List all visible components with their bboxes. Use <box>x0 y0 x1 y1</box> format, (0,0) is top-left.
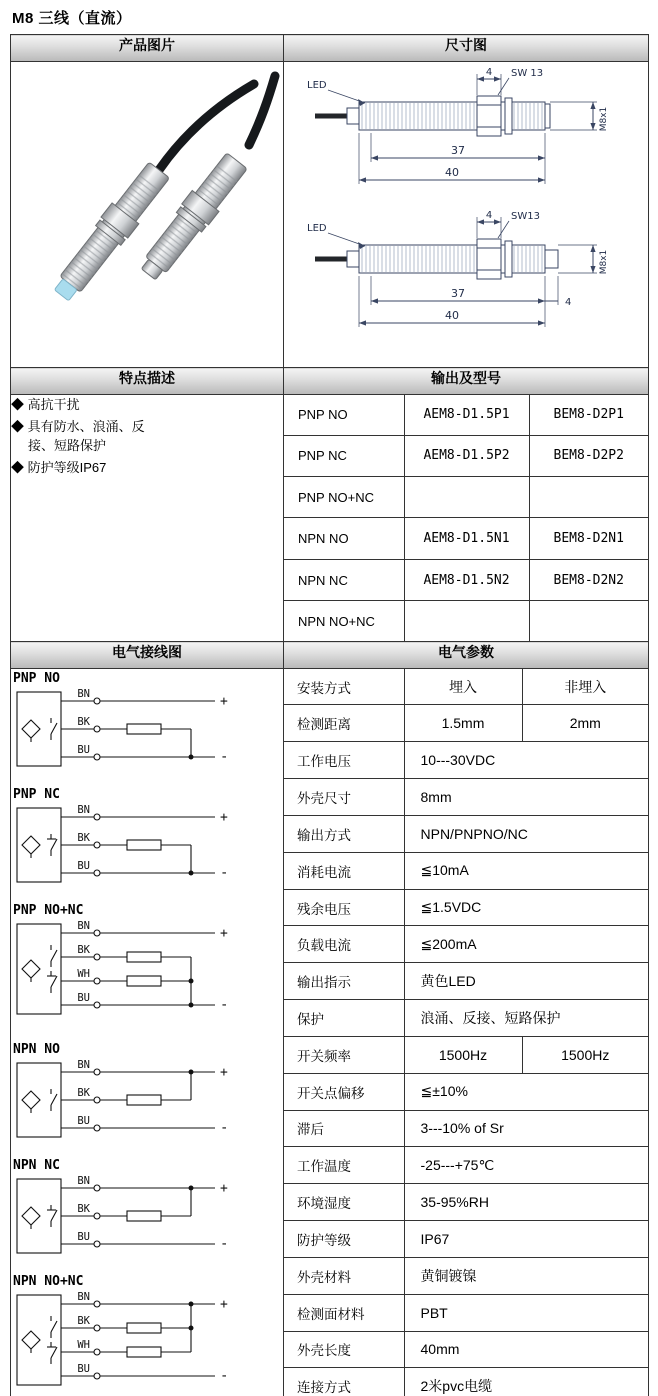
wiring-diagram-svg <box>11 1174 255 1262</box>
param-row <box>284 1294 648 1331</box>
wiring-diagram-label: PNP NC <box>13 787 60 802</box>
param-label-cell: 环境湿度 <box>284 1184 404 1221</box>
wiring-diagram <box>11 1274 283 1396</box>
svg-text:LED: LED <box>307 223 327 234</box>
model-output-cell: PNP NO+NC <box>284 477 404 518</box>
model-code-cell: AEM8-D1.5P1 <box>404 395 529 435</box>
svg-text:+: + <box>220 926 228 941</box>
param-value-cell: 2mm <box>522 705 648 742</box>
wiring-diagram <box>11 903 283 1026</box>
wiring-diagram-label: NPN NO <box>13 1042 60 1057</box>
svg-text:-: - <box>220 749 229 765</box>
param-row <box>284 852 648 889</box>
model-code-cell <box>529 477 648 518</box>
section-header-product-image: 产品图片 <box>11 35 284 62</box>
svg-text:-: - <box>220 1368 229 1384</box>
section-header-features: 特点描述 <box>11 368 284 395</box>
model-code-cell <box>404 601 529 641</box>
wiring-diagram-label: NPN NO+NC <box>13 1274 84 1289</box>
model-code-cell: AEM8-D1.5P2 <box>404 435 529 476</box>
param-row <box>284 926 648 963</box>
svg-text:BU: BU <box>77 992 90 1004</box>
svg-text:40: 40 <box>445 166 459 179</box>
features-cell <box>11 395 284 642</box>
param-label-cell: 外壳尺寸 <box>284 779 404 816</box>
wiring-diagram-svg <box>11 687 255 775</box>
svg-text:LED: LED <box>307 80 327 91</box>
param-label-cell: 开关点偏移 <box>284 1073 404 1110</box>
wiring-diagram-label: PNP NO <box>13 671 60 686</box>
param-value-cell: ≦±10% <box>404 1073 648 1110</box>
svg-text:BK: BK <box>77 1203 90 1215</box>
param-row <box>284 705 648 742</box>
param-value-cell: ≦1.5VDC <box>404 889 648 926</box>
features-list <box>11 395 283 477</box>
svg-text:40: 40 <box>445 309 459 322</box>
param-label-cell: 消耗电流 <box>284 852 404 889</box>
svg-text:BK: BK <box>77 1315 90 1327</box>
param-row <box>284 1184 648 1221</box>
svg-text:BU: BU <box>77 1231 90 1243</box>
param-row <box>284 815 648 852</box>
dimension-cell <box>284 62 649 368</box>
param-label-cell: 检测面材料 <box>284 1294 404 1331</box>
param-value-cell: 1500Hz <box>404 1036 522 1073</box>
model-code-cell: BEM8-D2P1 <box>529 395 648 435</box>
param-label-cell: 滞后 <box>284 1110 404 1147</box>
svg-text:BK: BK <box>77 716 90 728</box>
param-row <box>284 1000 648 1037</box>
section-header-wiring: 电气接线图 <box>11 642 284 669</box>
svg-text:BN: BN <box>77 1059 90 1071</box>
param-value-cell: 黄色LED <box>404 963 648 1000</box>
svg-text:SW13: SW13 <box>511 211 540 222</box>
wiring-diagram-label: PNP NO+NC <box>13 903 84 918</box>
model-row <box>284 518 648 559</box>
svg-text:-: - <box>220 1236 229 1252</box>
dimension-drawing-flush <box>301 62 631 192</box>
svg-text:BN: BN <box>77 1175 90 1187</box>
dimension-drawing-flush-wrap <box>284 62 648 197</box>
param-value-cell: 1.5mm <box>404 705 522 742</box>
svg-text:+: + <box>220 1181 228 1196</box>
model-code-cell: AEM8-D1.5N1 <box>404 518 529 559</box>
models-table <box>284 395 648 641</box>
model-code-cell: AEM8-D1.5N2 <box>404 559 529 600</box>
param-label-cell: 外壳材料 <box>284 1257 404 1294</box>
section-header-output-models: 输出及型号 <box>284 368 649 395</box>
param-row <box>284 1368 648 1396</box>
model-code-cell: BEM8-D2P2 <box>529 435 648 476</box>
model-code-cell <box>404 477 529 518</box>
param-value-cell: 非埋入 <box>522 669 648 705</box>
svg-text:+: + <box>220 1065 228 1080</box>
model-code-cell: BEM8-D2N1 <box>529 518 648 559</box>
svg-text:-: - <box>220 997 229 1013</box>
param-label-cell: 外壳长度 <box>284 1331 404 1368</box>
param-row <box>284 1110 648 1147</box>
page-title: M8 三线（直流） <box>12 10 132 27</box>
model-output-cell: PNP NC <box>284 435 404 476</box>
svg-text:-: - <box>220 865 229 881</box>
model-row <box>284 435 648 476</box>
feature-item: ◆ 防护等级IP67 <box>11 459 107 475</box>
param-value-cell: 40mm <box>404 1331 648 1368</box>
svg-text:37: 37 <box>451 287 465 300</box>
svg-text:+: + <box>220 694 228 709</box>
svg-text:4: 4 <box>485 67 493 78</box>
param-label-cell: 输出指示 <box>284 963 404 1000</box>
svg-text:SW 13: SW 13 <box>511 68 544 79</box>
param-value-cell: 黄铜镀镍 <box>404 1257 648 1294</box>
svg-text:+: + <box>220 1297 228 1312</box>
wiring-diagram-svg <box>11 1290 255 1392</box>
param-label-cell: 残余电压 <box>284 889 404 926</box>
wiring-diagram-svg <box>11 803 255 891</box>
wiring-diagram <box>11 1158 283 1267</box>
model-code-cell: BEM8-D2N2 <box>529 559 648 600</box>
param-value-cell: 1500Hz <box>522 1036 648 1073</box>
main-table <box>10 34 649 1396</box>
param-value-cell: IP67 <box>404 1221 648 1258</box>
wiring-diagram-svg <box>11 1058 255 1146</box>
model-output-cell: NPN NC <box>284 559 404 600</box>
param-value-cell: 8mm <box>404 779 648 816</box>
dimension-drawing-nonflush <box>301 205 631 335</box>
param-value-cell: -25---+75℃ <box>404 1147 648 1184</box>
svg-text:BU: BU <box>77 1115 90 1127</box>
param-value-cell: 浪涌、反接、短路保护 <box>404 1000 648 1037</box>
svg-text:BN: BN <box>77 804 90 816</box>
param-label-cell: 连接方式 <box>297 1380 351 1396</box>
param-row <box>284 1257 648 1294</box>
svg-text:BU: BU <box>77 744 90 756</box>
param-label-cell: 保护 <box>284 1000 404 1037</box>
svg-text:WH: WH <box>77 1339 90 1351</box>
model-row <box>284 395 648 435</box>
param-label-cell: 检测距离 <box>284 705 404 742</box>
param-value-cell: ≦10mA <box>404 852 648 889</box>
model-code-cell <box>529 601 648 641</box>
model-row <box>284 559 648 600</box>
param-row <box>284 1036 648 1073</box>
svg-text:BK: BK <box>77 944 90 956</box>
model-output-cell: PNP NO <box>284 395 404 435</box>
param-label-cell: 输出方式 <box>284 815 404 852</box>
svg-text:BK: BK <box>77 1087 90 1099</box>
param-label-cell: 安装方式 <box>284 669 404 705</box>
model-output-cell: NPN NO+NC <box>298 613 375 629</box>
param-label-cell: 负载电流 <box>284 926 404 963</box>
param-value-cell: NPN/PNPNO/NC <box>404 815 648 852</box>
param-row <box>284 1331 648 1368</box>
section-header-electrical-params: 电气参数 <box>284 642 649 669</box>
wiring-diagram <box>11 787 283 896</box>
wiring-diagram-label: NPN NC <box>13 1158 60 1173</box>
param-row <box>284 1221 648 1258</box>
svg-text:M8x1: M8x1 <box>599 249 609 275</box>
params-cell <box>284 669 649 1396</box>
svg-text:BN: BN <box>77 1291 90 1303</box>
svg-text:BN: BN <box>77 688 90 700</box>
param-value-cell: 埋入 <box>404 669 522 705</box>
wiring-diagram-svg <box>11 919 255 1021</box>
param-row <box>284 669 648 705</box>
param-row <box>284 779 648 816</box>
feature-item: ◆ 高抗干扰 <box>11 397 80 412</box>
model-row <box>284 477 648 518</box>
svg-text:WH: WH <box>77 968 90 980</box>
sensor-left <box>48 160 173 306</box>
wiring-cell <box>11 669 284 1396</box>
param-value-cell: PBT <box>404 1294 648 1331</box>
param-value-cell: 3---10% of Sr <box>404 1110 648 1147</box>
product-photo-cell <box>11 62 284 368</box>
svg-text:4: 4 <box>565 297 572 308</box>
wiring-diagram <box>11 1042 283 1151</box>
svg-text:4: 4 <box>485 210 493 221</box>
model-output-cell: NPN NO <box>284 518 404 559</box>
param-value-cell: ≦200mA <box>404 926 648 963</box>
param-value-cell: 10---30VDC <box>404 742 648 779</box>
param-row <box>284 963 648 1000</box>
svg-text:BU: BU <box>77 1363 90 1375</box>
param-label-cell: 开关频率 <box>284 1036 404 1073</box>
params-table <box>284 669 648 1396</box>
param-label-cell: 工作电压 <box>284 742 404 779</box>
svg-text:BK: BK <box>77 832 90 844</box>
wiring-diagrams <box>11 671 283 1396</box>
svg-text:M8x1: M8x1 <box>599 106 609 132</box>
param-row <box>284 1073 648 1110</box>
svg-text:+: + <box>220 810 228 825</box>
model-row <box>284 601 648 641</box>
param-value-cell: 35-95%RH <box>404 1184 648 1221</box>
param-value-cell: 2米pvc电缆 <box>404 1368 648 1396</box>
param-row <box>284 742 648 779</box>
param-label-cell: 防护等级 <box>284 1221 404 1258</box>
param-row <box>284 889 648 926</box>
product-photo <box>12 62 282 362</box>
svg-text:BN: BN <box>77 920 90 932</box>
param-label-cell: 工作温度 <box>284 1147 404 1184</box>
svg-text:-: - <box>220 1120 229 1136</box>
dimension-drawing-nonflush-wrap <box>284 205 648 340</box>
feature-item: ◆ 具有防水、浪涌、反接、短路保护 <box>11 418 145 453</box>
svg-text:BU: BU <box>77 860 90 872</box>
wiring-diagram <box>11 671 283 780</box>
section-header-dimension: 尺寸图 <box>284 35 649 62</box>
param-row <box>284 1147 648 1184</box>
svg-text:37: 37 <box>451 144 465 157</box>
models-cell <box>284 395 649 642</box>
